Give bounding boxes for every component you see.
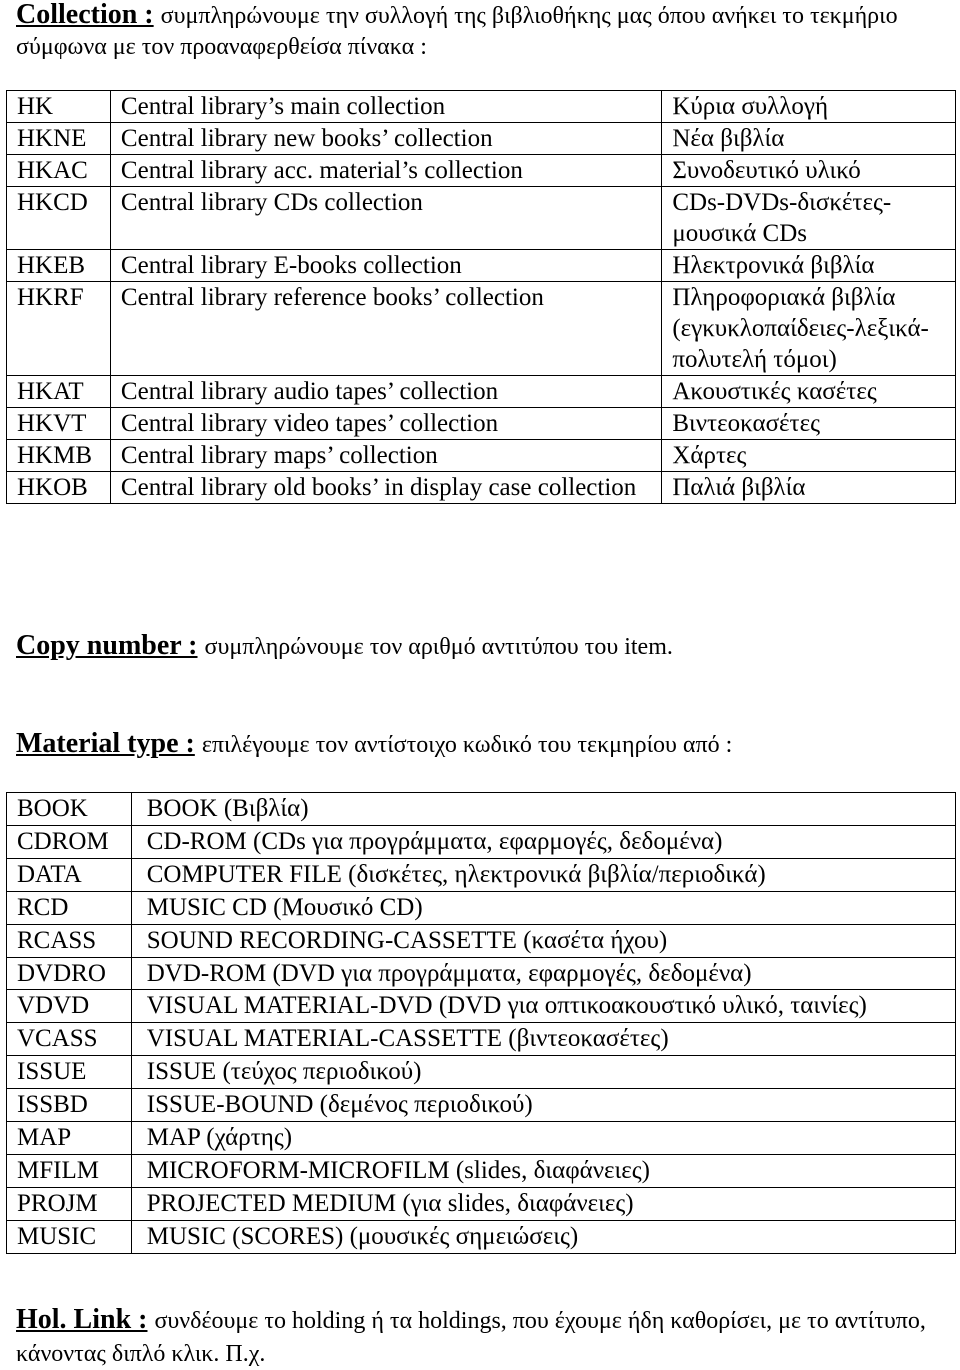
copy-number-section xyxy=(16,631,946,662)
material-desc: CD-ROM (CDs για προγράμματα, εφαρμογές, δεδομένα) xyxy=(131,825,955,858)
collection-row xyxy=(7,282,956,376)
material-code: CDROM xyxy=(7,825,132,858)
material-type-row xyxy=(7,1023,956,1056)
material-type-section xyxy=(16,729,946,760)
material-desc: VISUAL MATERIAL-DVD (DVD για οπτικοακουστικό υλικό, ταινίες) xyxy=(131,990,955,1023)
collection-code: HKAT xyxy=(7,376,111,408)
collection-code: HKNE xyxy=(7,123,111,155)
material-desc: MAP (χάρτης) xyxy=(131,1122,955,1155)
material-type-row xyxy=(7,924,956,957)
collection-name: Central library’s main collection xyxy=(110,91,661,123)
copy-number-heading xyxy=(16,631,946,662)
collection-greek: Νέα βιβλία xyxy=(662,123,956,155)
hol-link-heading xyxy=(16,1304,951,1370)
collection-greek: CDs-DVDs-δισκέτες-μουσικά CDs xyxy=(662,187,956,250)
material-code: ISSUE xyxy=(7,1056,132,1089)
material-type-row xyxy=(7,1154,956,1187)
material-type-row xyxy=(7,1187,956,1220)
material-desc: MUSIC (SCORES) (μουσικές σημειώσεις) xyxy=(131,1220,955,1253)
collection-code: HKVT xyxy=(7,408,111,440)
collection-row xyxy=(7,408,956,440)
collection-code: HK xyxy=(7,91,111,123)
collection-name: Central library E-books collection xyxy=(110,250,661,282)
copy-number-text: συμπληρώνουμε τον αριθμό αντιτύπου του item. xyxy=(204,634,673,660)
material-code: DVDRO xyxy=(7,957,132,990)
material-type-row xyxy=(7,793,956,826)
material-code: MUSIC xyxy=(7,1220,132,1253)
collection-table xyxy=(6,90,956,504)
material-code: MAP xyxy=(7,1122,132,1155)
collection-name: Central library audio tapes’ collection xyxy=(110,376,661,408)
material-desc: ISSUE (τεύχος περιοδικού) xyxy=(131,1056,955,1089)
material-type-row xyxy=(7,1122,956,1155)
material-type-row xyxy=(7,1220,956,1253)
material-type-text: επιλέγουμε τον αντίστοιχο κωδικό του τεκμηρίου από : xyxy=(201,732,733,758)
collection-code: HKEB xyxy=(7,250,111,282)
collection-code: HKAC xyxy=(7,155,111,187)
collection-greek: Πληροφοριακά βιβλία (εγκυκλοπαίδειες-λεξικά-πολυτελή τόμοι) xyxy=(662,282,956,376)
material-type-row xyxy=(7,1089,956,1122)
collection-row xyxy=(7,440,956,472)
collection-row xyxy=(7,376,956,408)
collection-code: HKCD xyxy=(7,187,111,250)
material-type-row xyxy=(7,957,956,990)
material-code: RCASS xyxy=(7,924,132,957)
material-desc: BOOK (Βιβλία) xyxy=(131,793,955,826)
material-type-label: Material type : xyxy=(16,728,195,759)
material-desc: DVD-ROM (DVD για προγράμματα, εφαρμογές, δεδομένα) xyxy=(131,957,955,990)
material-code: RCD xyxy=(7,891,132,924)
collection-name: Central library maps’ collection xyxy=(110,440,661,472)
material-desc: COMPUTER FILE (δισκέτες, ηλεκτρονικά βιβλία/περιοδικά) xyxy=(131,858,955,891)
copy-number-label: Copy number : xyxy=(16,630,198,661)
collection-name: Central library acc. material’s collection xyxy=(110,155,661,187)
collection-code: HKMB xyxy=(7,440,111,472)
collection-row xyxy=(7,123,956,155)
collection-greek: Ηλεκτρονικά βιβλία xyxy=(662,250,956,282)
collection-greek: Συνοδευτικό υλικό xyxy=(662,155,956,187)
material-desc: SOUND RECORDING-CASSETTE (κασέτα ήχου) xyxy=(131,924,955,957)
collection-greek: Χάρτες xyxy=(662,440,956,472)
material-desc: MUSIC CD (Μουσικό CD) xyxy=(131,891,955,924)
material-code: BOOK xyxy=(7,793,132,826)
material-desc: MICROFORM-MICROFILM (slides, διαφάνειες) xyxy=(131,1154,955,1187)
material-code: PROJM xyxy=(7,1187,132,1220)
material-desc: PROJECTED MEDIUM (για slides, διαφάνειες) xyxy=(131,1187,955,1220)
collection-name: Central library new books’ collection xyxy=(110,123,661,155)
collection-text: συμπληρώνουμε την συλλογή της βιβλιοθήκης μας όπου ανήκει το τεκμήριο σύμφωνα με τον προαναφερθείσα πίνακα : xyxy=(16,3,898,60)
collection-row xyxy=(7,250,956,282)
collection-greek: Παλιά βιβλία xyxy=(662,472,956,504)
material-type-row xyxy=(7,1056,956,1089)
material-type-row xyxy=(7,858,956,891)
collection-greek: Βιντεοκασέτες xyxy=(662,408,956,440)
material-desc: ISSUE-BOUND (δεμένος περιοδικού) xyxy=(131,1089,955,1122)
material-code: MFILM xyxy=(7,1154,132,1187)
collection-code: HKOB xyxy=(7,472,111,504)
material-code: VDVD xyxy=(7,990,132,1023)
collection-name: Central library CDs collection xyxy=(110,187,661,250)
material-type-row xyxy=(7,990,956,1023)
material-type-row xyxy=(7,825,956,858)
material-code: ISSBD xyxy=(7,1089,132,1122)
hol-link-text: συνδέουμε το holding ή τα holdings, που έχουμε ήδη καθορίσει, με το αντίτυπο, κάνοντας διπλό κλικ. Π.χ. xyxy=(16,1308,926,1367)
collection-row xyxy=(7,187,956,250)
collection-code: HKRF xyxy=(7,282,111,376)
collection-greek: Ακουστικές κασέτες xyxy=(662,376,956,408)
hol-link-label: Hol. Link : xyxy=(16,1304,148,1335)
collection-row xyxy=(7,91,956,123)
material-desc: VISUAL MATERIAL-CASSETTE (βιντεοκασέτες) xyxy=(131,1023,955,1056)
hol-link-section xyxy=(16,1304,951,1370)
material-type-table xyxy=(6,792,956,1254)
collection-label: Collection : xyxy=(16,0,154,30)
collection-row xyxy=(7,472,956,504)
collection-name: Central library video tapes’ collection xyxy=(110,408,661,440)
collection-row xyxy=(7,155,956,187)
collection-section xyxy=(16,0,946,62)
material-code: VCASS xyxy=(7,1023,132,1056)
material-code: DATA xyxy=(7,858,132,891)
collection-heading xyxy=(16,0,946,62)
material-type-row xyxy=(7,891,956,924)
material-type-heading xyxy=(16,729,946,760)
collection-name: Central library reference books’ collection xyxy=(110,282,661,376)
collection-greek: Κύρια συλλογή xyxy=(662,91,956,123)
collection-name: Central library old books’ in display case collection xyxy=(110,472,661,504)
